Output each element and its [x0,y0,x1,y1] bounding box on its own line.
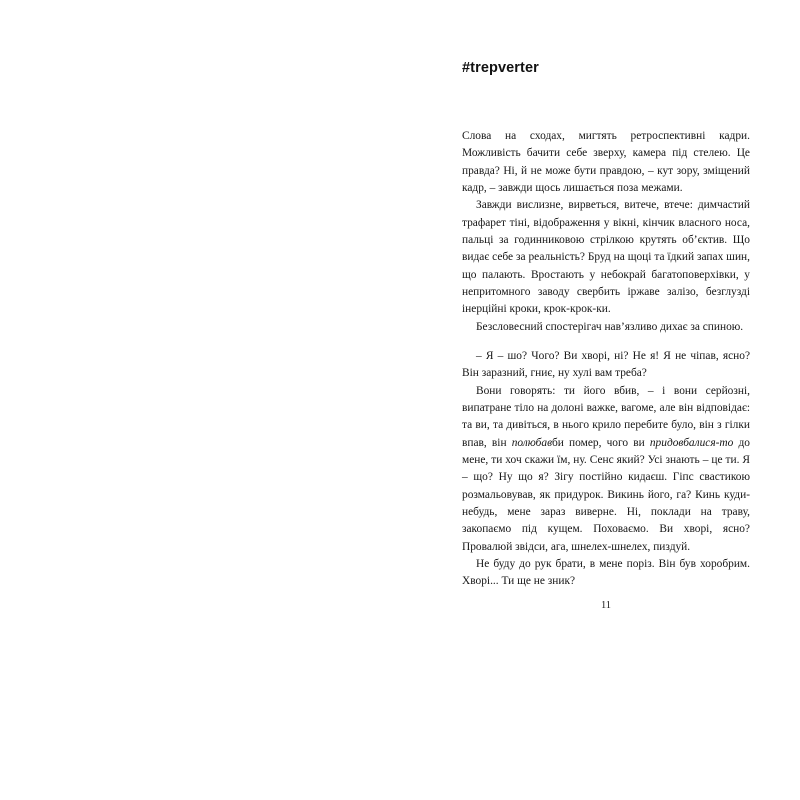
emphasis-text: придовбалися-то [649,436,734,449]
paragraph: Не буду до рук брати, в мене поріз. Він був хоробрим. Хворі... Ти ще не зник? [462,557,750,588]
paragraph: Завжди вислизне, вирветься, витече, втече: димчастий трафарет тіні, відображення у вікні, кінчик власного носа, пальці за годинниковою стрілкою крутять об’єктив. Що видає себе за реальність? Бруд на щоці та їдкий запах шин, що палають. Вростають у небокрай багатоповерхівки, у непритомного заводу свербить іржаве залізо, безглузді інерційні кроки, крок-крок-ки. [462,199,750,316]
chapter-title: #trepverter [462,60,539,76]
paragraph: – Я – шо? Чого? Ви хворі, ні? Не я! Я не чіпав, ясно? Він заразний, гниє, ну хулі вам треба? [462,349,750,380]
emphasis-text: полюбав [511,436,553,449]
paragraph: Слова на сходах, мигтять ретроспективні кадри. Можливість бачити себе зверху, камера під стелею. Це правда? Ні, й не може бути правдою, – кут зору, зміщений кадр, – завжди щось лишається поза межами. [462,130,750,194]
page-number: 11 [600,600,612,611]
body-text [462,128,750,591]
paragraph: Вони говорять: ти його вбив, – і вони серйозні, випатране тіло на долоні важке, вагоме, але він відповідає: та ви, та дивіться, в нього крило перебите було, він з гілки впав, він полюбавби помер, чого ви придовбалися-то до мене, ти хоч скажи їм, ну. Сенс який? Усі знають – це ти. Я – що? Ну що я? Зігу постійно кидаєш. Гіпс свастикою розмальовував, як придурок. Викинь його, га? Кинь куди-небудь, мене зараз виверне. Ні, поклади на траву, закопаємо під кущем. Поховаємо. Ви хворі, ясно? Провалюй звідси, ага, шнелех-шнелех, пиздуй. [462,384,750,553]
right-page [400,0,800,800]
paragraph: Безсловесний спостерігач нав’язливо дихає за спиною. [476,320,744,333]
right-page-content [462,60,750,591]
